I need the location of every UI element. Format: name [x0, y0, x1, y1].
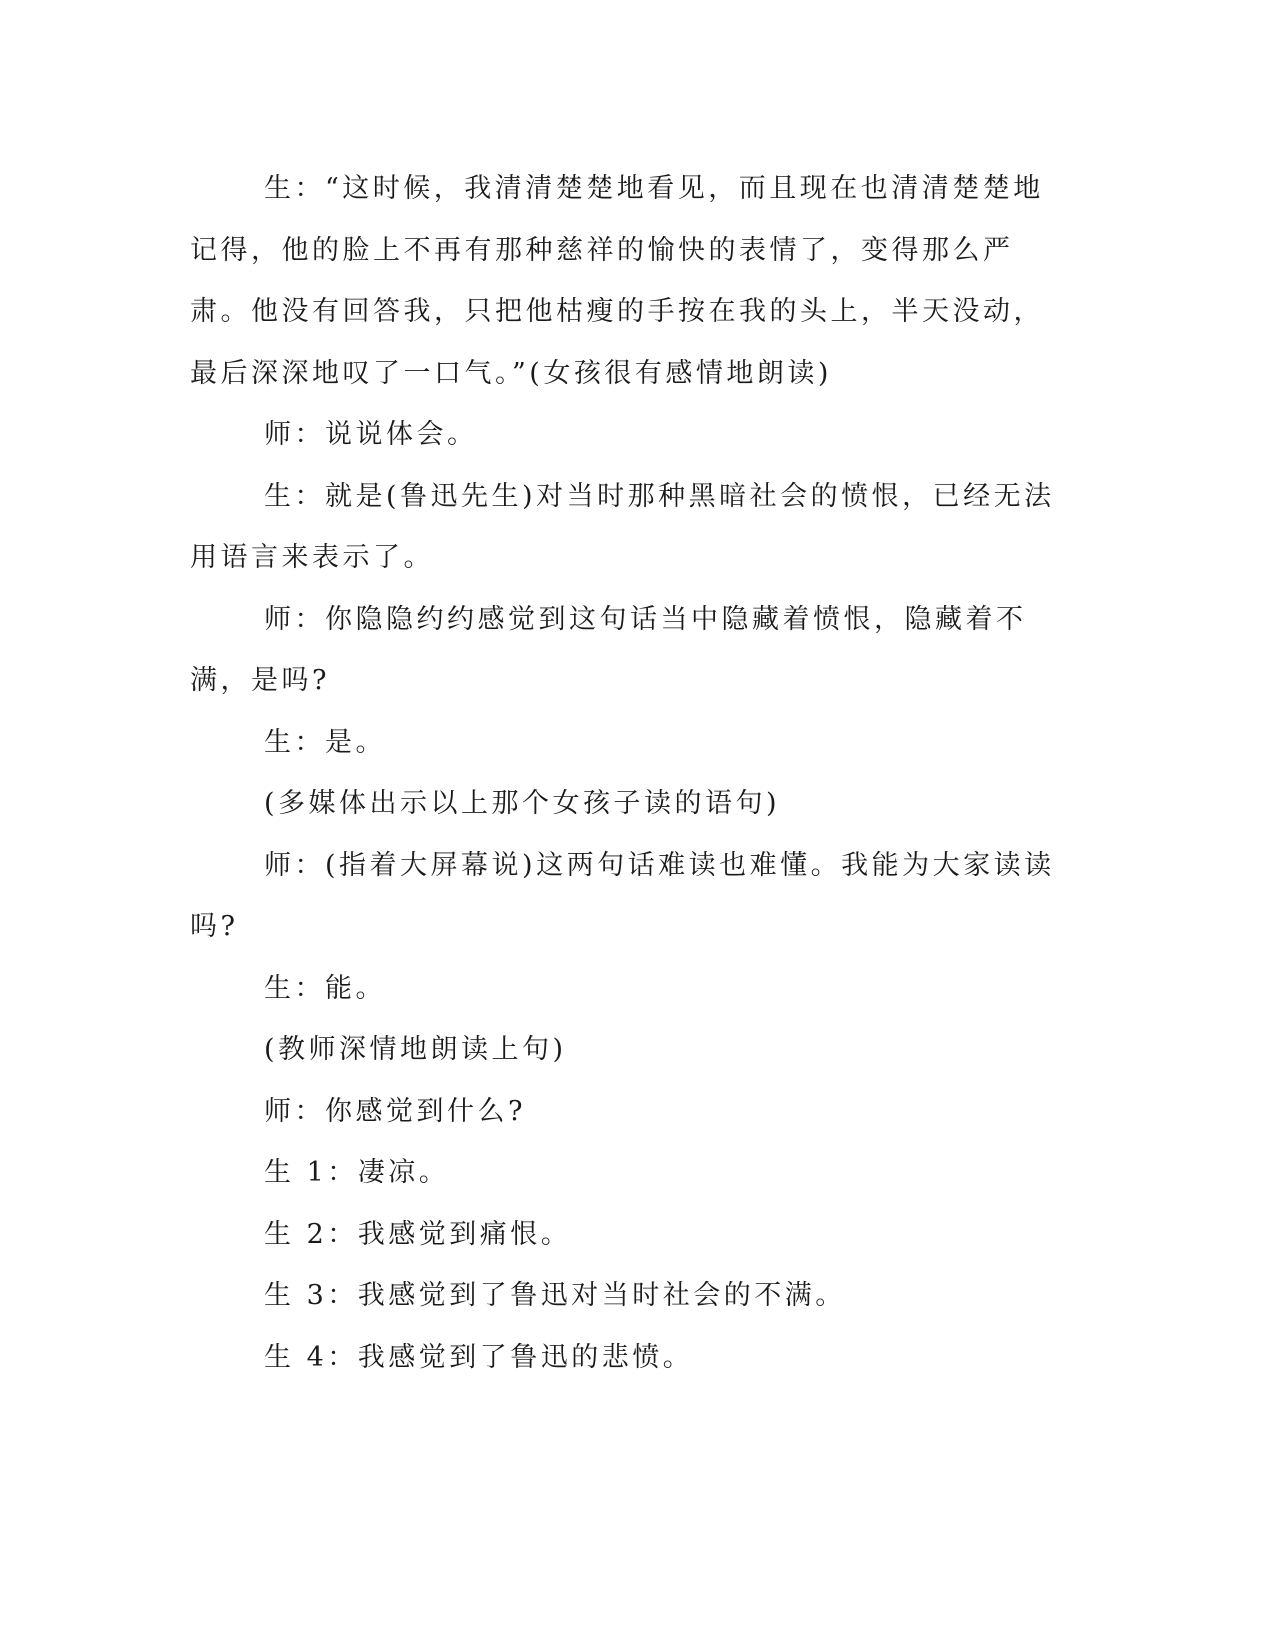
paragraph-student-yes: 生：是。	[264, 726, 386, 758]
paragraph-teacher-offer: 师：(指着大屏幕说)这两句话难读也难懂。我能为大家读读吗?	[190, 849, 1055, 942]
paragraph-student-4: 生 4：我感觉到了鲁迅的悲愤。	[264, 1341, 694, 1373]
document-page	[190, 158, 1070, 1388]
paragraph-teacher-prompt: 师：说说体会。	[264, 419, 478, 450]
paragraph-teacher-ask-feeling: 师：你感觉到什么?	[264, 1095, 526, 1127]
paragraph-student-response: 生：就是(鲁迅先生)对当时那种黑暗社会的愤恨，已经无法用语言来表示了。	[190, 480, 1055, 573]
paragraph-student-2: 生 2：我感觉到痛恨。	[264, 1218, 572, 1250]
paragraph-student-1: 生 1：凄凉。	[264, 1157, 450, 1188]
paragraph-student-reading: 生：“这时候，我清清楚楚地看见，而且现在也清清楚楚地记得，他的脸上不再有那种慈祥的愉快的表情了，变得那么严肃。他没有回答我，只把他枯瘦的手按在我的头上，半天没动，最后深深地叹了一口气。”(女孩很有感情地朗读)	[190, 173, 1044, 389]
paragraph-teacher-question: 师：你隐隐约约感觉到这句话当中隐藏着愤恨，隐藏着不满，是吗?	[190, 603, 1027, 696]
paragraph-student-can: 生：能。	[264, 972, 386, 1004]
paragraph-student-3: 生 3：我感觉到了鲁迅对当时社会的不满。	[264, 1280, 846, 1311]
paragraph-multimedia-note: (多媒体出示以上那个女孩子读的语句)	[264, 788, 781, 819]
paragraph-teacher-reading-note: (教师深情地朗读上句)	[264, 1034, 567, 1065]
